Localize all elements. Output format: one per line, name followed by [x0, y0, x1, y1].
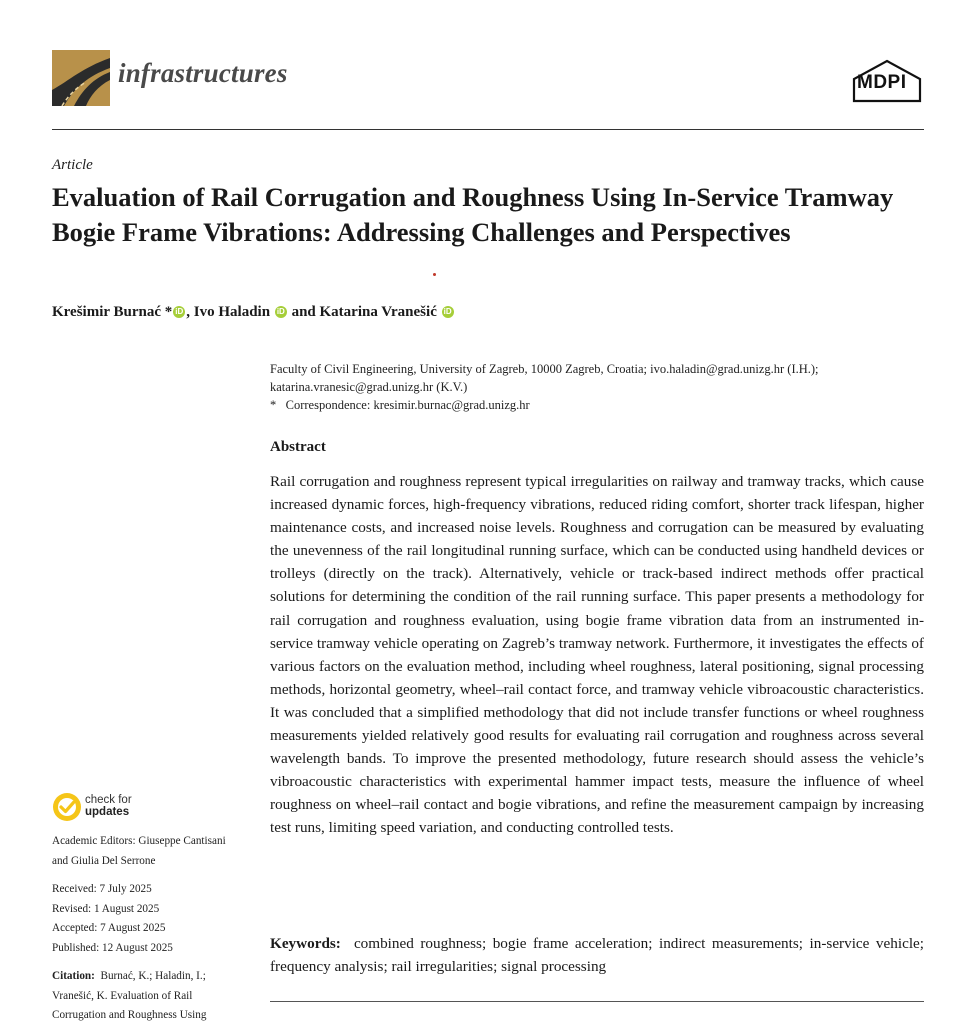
keywords-text: combined roughness; bogie frame acceleration; indirect measurements; in-service vehicle; frequency analysis; rail irregularities; signal processing [270, 935, 925, 975]
road-logo-icon [52, 50, 110, 106]
orcid-icon[interactable]: iD [175, 307, 184, 316]
affiliation-line: katarina.vranesic@grad.unizg.hr (K.V.) [270, 380, 468, 394]
author-list [52, 304, 455, 321]
keywords-label: Keywords: [270, 935, 341, 952]
citation [52, 967, 242, 1026]
keywords [270, 932, 924, 978]
decorative-dot [433, 273, 436, 276]
footer-divider [270, 1001, 924, 1002]
abstract-text: Rail corrugation and roughness represent typical irregularities on railway and tramway tracks, which cause increased dynamic forces, high-frequency vibrations, reduced riding comfort, shorter track lifespan, higher maintenance costs, and increased noise levels. Roughness and corrugation can be measured by evaluating the unevenness of the rail longitudinal running surface, which can be conducted using handheld devices or trolleys (directly on the track). Alternatively, vehicle or track-based indirect methods offer practical solutions for determining the condition of the rail running surface. This paper presents a methodology for rail corrugation and roughness evaluation, using bogie frame vibration data from an instrumented in-service tramway vehicle operating on Zagreb’s tramway network. Furthermore, it investigates the effects of various factors on the evaluation method, including wheel roughness, lateral positioning, signal processing methods, horizontal geometry, wheel–rail contact force, and tramway vehicle vibroacoustic characteristics. It was concluded that a simplified methodology that did not include transfer functions or wheel roughness measurements yielded relatively good results for evaluating rail corrugation and roughness across several wavelength bands. To improve the presented methodology, future research should assess the vehicle’s vibroacoustic characteristics with experimental hammer impact tests, measure the influence of wheel roughness on wheel–rail contact and bogie vibrations, and refine the measurement campaign by increasing test runs, limiting speed variation, and conducting controlled tests. [270, 473, 924, 837]
article-title: Evaluation of Rail Corrugation and Roughness Using In-Service Tramway Bogie Frame Vibrations: Addressing Challenges and Perspectives [52, 182, 894, 247]
author-name[interactable]: Katarina Vranešić [319, 304, 437, 320]
citation-label: Citation: [52, 970, 95, 982]
author-separator: and [287, 304, 320, 320]
affiliation-block [270, 360, 930, 414]
check-label: check for [85, 794, 132, 806]
header-divider [52, 129, 924, 130]
check-for-updates-icon[interactable] [52, 792, 82, 822]
check-for-updates-button[interactable] [85, 794, 132, 818]
abstract-heading: Abstract [270, 439, 326, 455]
article-sidebar [52, 832, 242, 1026]
received-date: Received: 7 July 2025 [52, 883, 152, 895]
author-name[interactable]: Krešimir Burnać [52, 304, 162, 320]
updates-label: updates [85, 806, 130, 818]
orcid-icon[interactable]: iD [443, 307, 452, 316]
journal-name: infrastructures [118, 58, 288, 88]
published-date: Published: 12 August 2025 [52, 941, 173, 954]
correspondence: * Correspondence: kresimir.burnac@grad.unizg.hr [270, 398, 530, 412]
affiliation-line: Faculty of Civil Engineering, University of Zagreb, 10000 Zagreb, Croatia; ivo.haladin@grad.unizg.hr (I.H.); [270, 362, 819, 376]
author-name[interactable]: Ivo Haladin [193, 304, 271, 320]
article-type: Article [52, 157, 93, 173]
publisher-name: MDPI [857, 72, 907, 93]
orcid-icon[interactable]: iD [276, 307, 285, 316]
academic-editors: Academic Editors: Giuseppe Cantisani and Giulia Del Serrone [52, 835, 226, 867]
citation-text: Burnać, K.; Haladin, I.; Vranešić, K. Evaluation of Rail Corrugation and Roughness Using [52, 970, 207, 1021]
accepted-date: Accepted: 7 August 2025 [52, 922, 166, 934]
revised-date: Revised: 1 August 2025 [52, 902, 160, 915]
author-separator: , [186, 304, 194, 320]
corresponding-mark: * [161, 304, 173, 320]
